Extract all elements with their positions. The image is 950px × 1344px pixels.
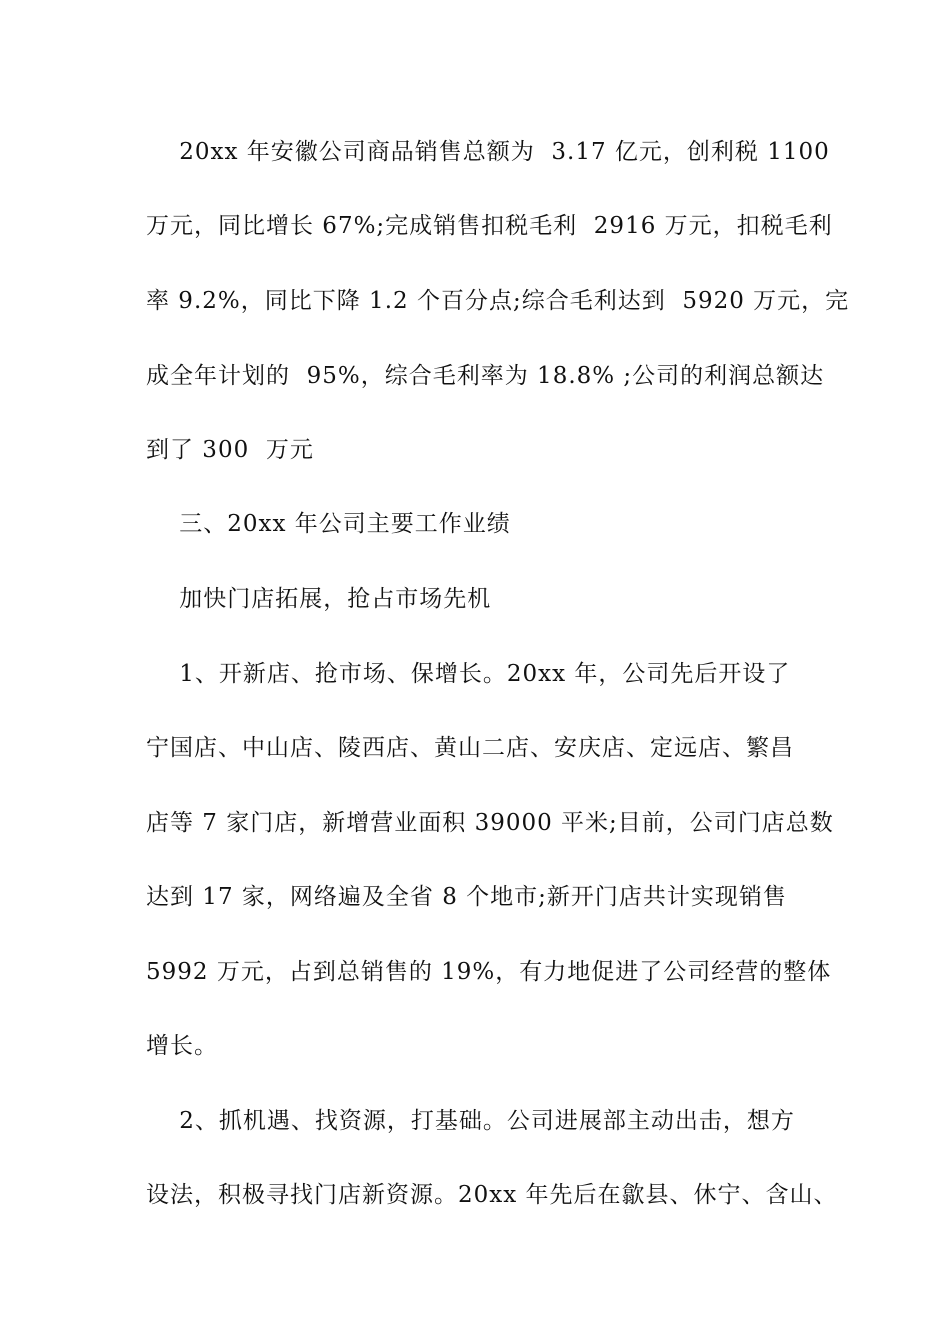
paragraph-sales-total-line-5: 到了 300 万元 <box>146 437 314 463</box>
paragraph-resources-line-2: 设法，积极寻找门店新资源。20xx 年先后在歙县、休宁、含山、 <box>146 1182 838 1208</box>
paragraph-sales-total-line-1: 20xx 年安徽公司商品销售总额为 3.17 亿元，创利税 1100 <box>146 139 830 165</box>
paragraph-new-stores-line-3: 店等 7 家门店，新增营业面积 39000 平米;目前，公司门店总数 <box>146 810 834 836</box>
paragraph-new-stores-line-5: 5992 万元，占到总销售的 19%，有力地促进了公司经营的整体 <box>146 959 832 985</box>
paragraph-new-stores-line-4: 达到 17 家，网络遍及全省 8 个地市;新开门店共计实现销售 <box>146 884 787 910</box>
paragraph-new-stores-line-2: 宁国店、中山店、陵西店、黄山二店、安庆店、定远店、繁昌 <box>146 735 794 761</box>
paragraph-sales-total-line-2: 万元，同比增长 67%;完成销售扣税毛利 2916 万元，扣税毛利 <box>146 213 833 239</box>
paragraph-resources-line-1: 2、抓机遇、找资源，打基础。公司进展部主动出击，想方 <box>146 1108 795 1134</box>
paragraph-sales-total-line-4: 成全年计划的 95%，综合毛利率为 18.8% ;公司的利润总额达 <box>146 363 825 389</box>
section-heading: 三、20xx 年公司主要工作业绩 <box>146 511 511 537</box>
paragraph-new-stores-line-1: 1、开新店、抢市场、保增长。20xx 年，公司先后开设了 <box>146 661 791 687</box>
subsection-heading: 加快门店拓展，抢占市场先机 <box>146 586 492 612</box>
paragraph-sales-total-line-3: 率 9.2%，同比下降 1.2 个百分点;综合毛利达到 5920 万元，完 <box>146 288 850 314</box>
paragraph-new-stores-line-6: 增长。 <box>146 1033 218 1059</box>
